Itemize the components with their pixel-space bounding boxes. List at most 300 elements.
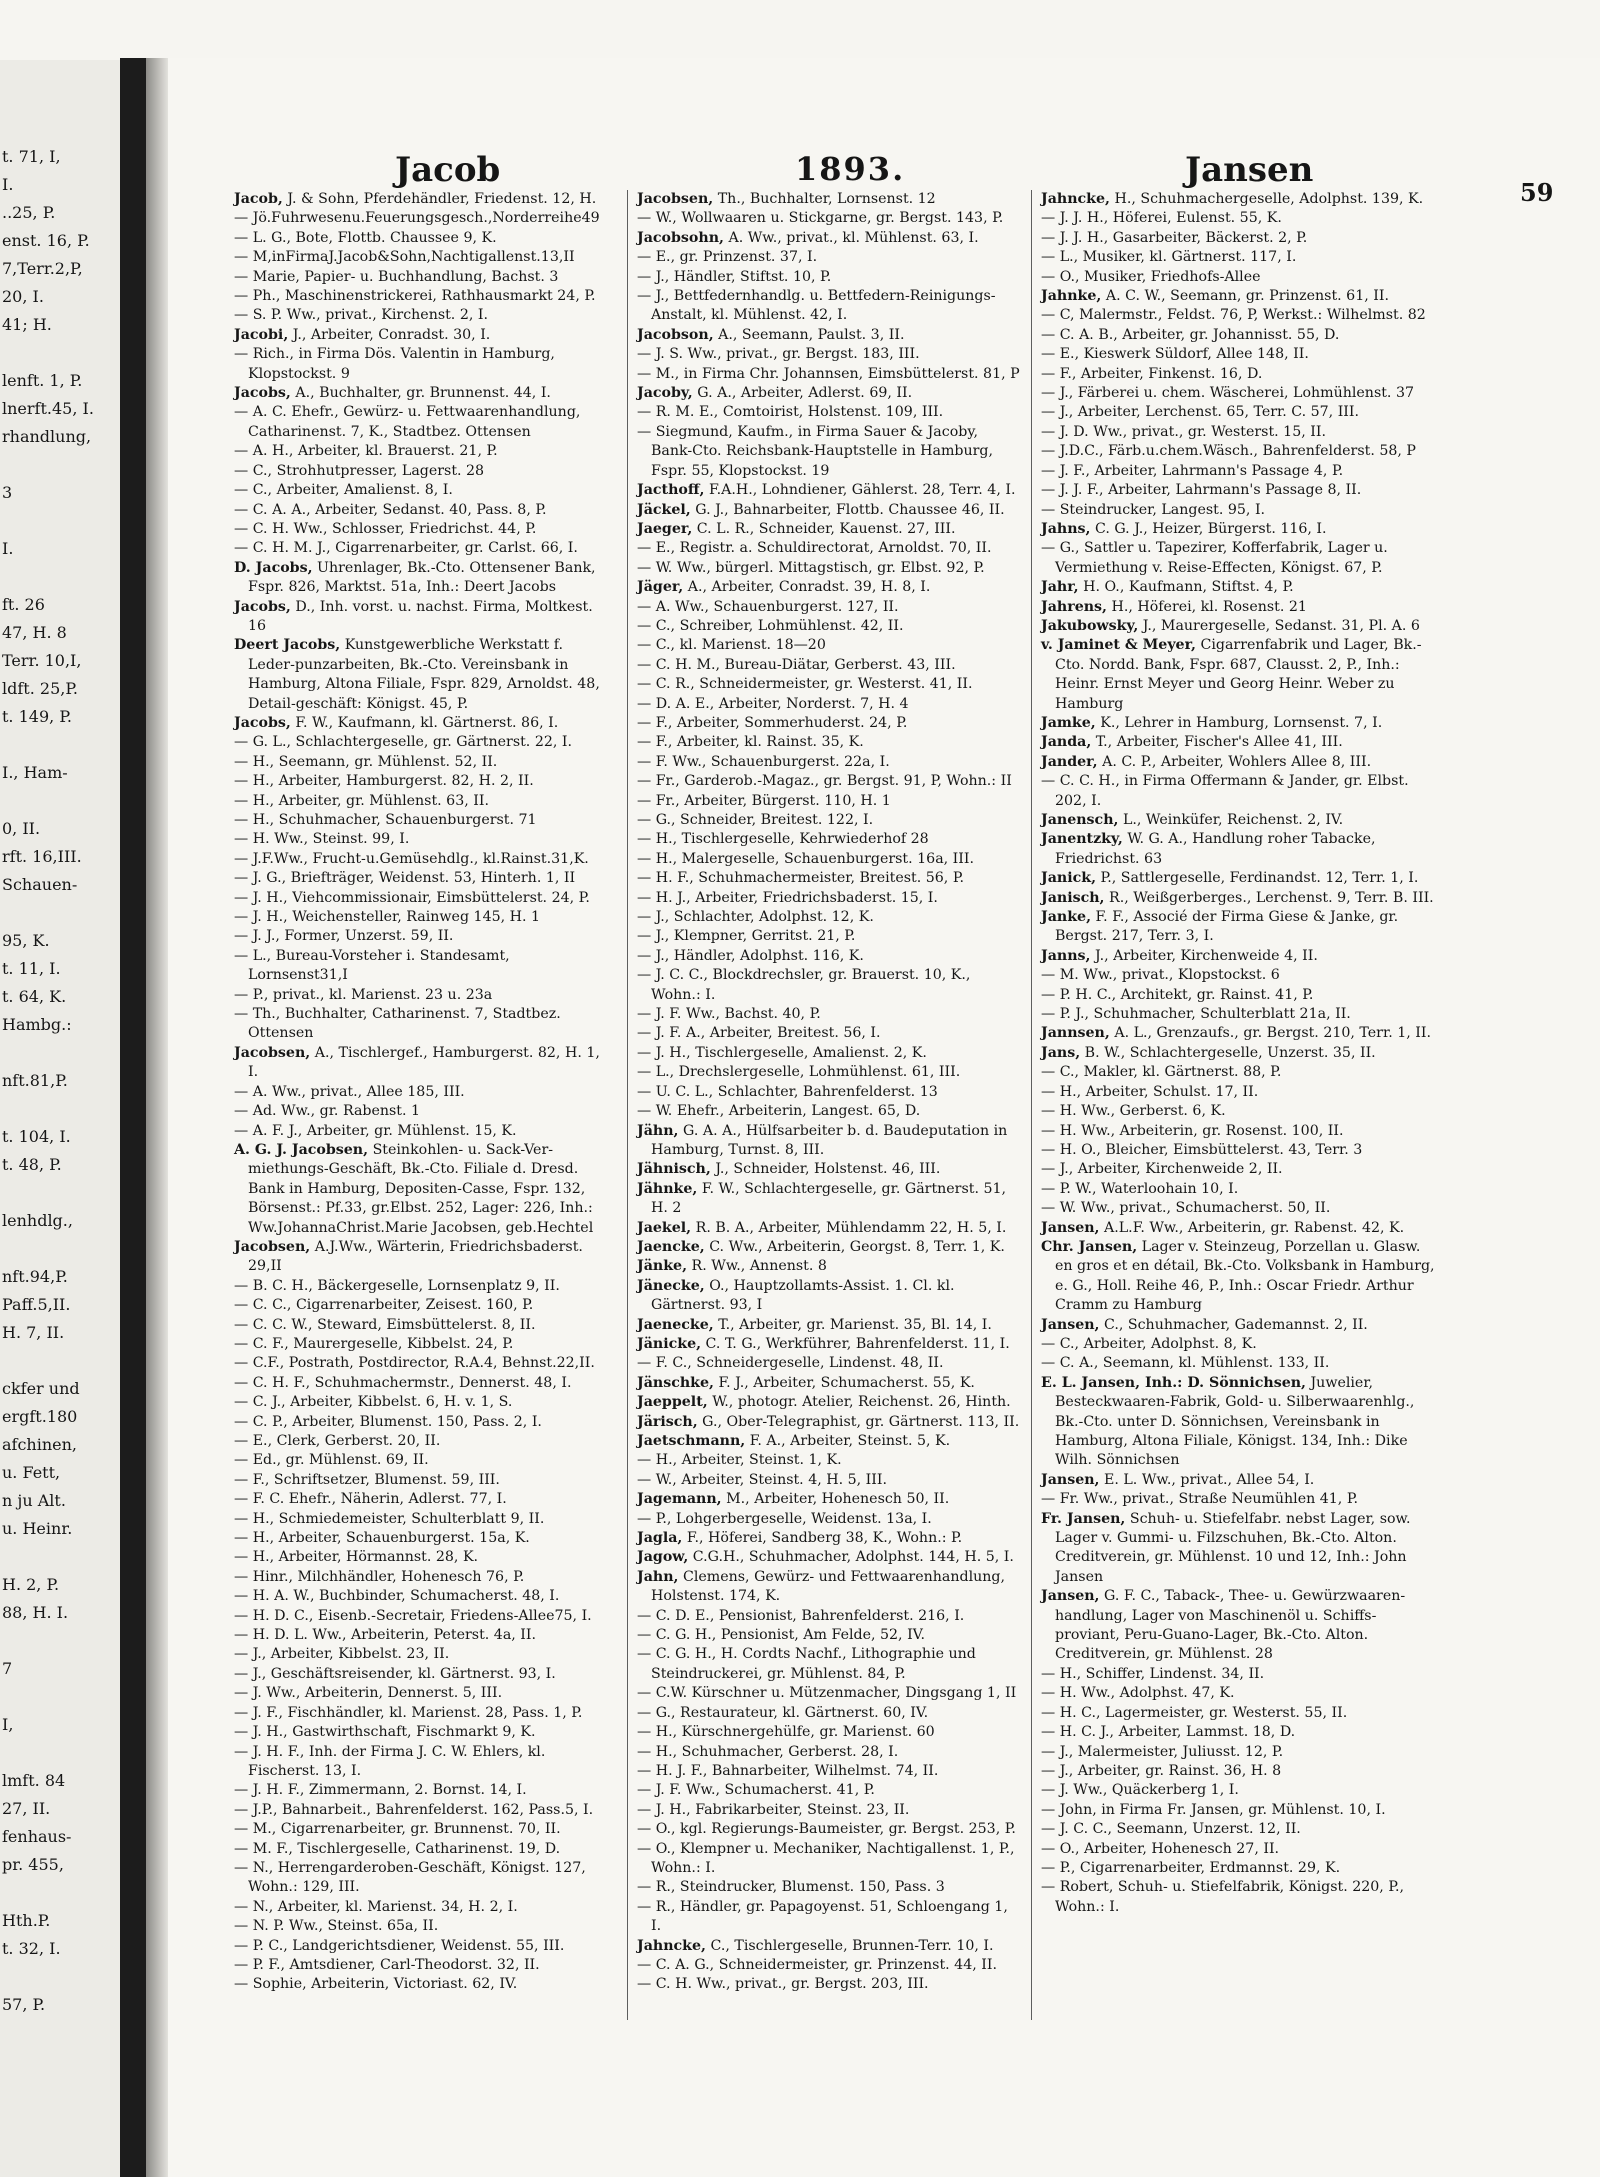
previous-page-line: lmft. 84 xyxy=(2,1771,66,1790)
entry-surname: Jacobi, xyxy=(234,326,289,343)
previous-page-line: I. xyxy=(2,539,14,558)
header-year: 1893. xyxy=(795,150,906,188)
directory-entry xyxy=(637,1160,1022,1179)
entry-details: — John, in Firma Fr. Jansen, gr. Mühlenst. 10, I. xyxy=(1041,1801,1386,1818)
entry-details: — C. A. A., Arbeiter, Sedanst. 40, Pass. 8, P. xyxy=(234,501,547,518)
page-number: 59 xyxy=(1520,178,1554,207)
entry-details: — O., Klempner u. Mechaniker, Nachtigallenst. 1, P., Wohn.: I. xyxy=(637,1840,1015,1876)
entry-details: — J. H. F., Zimmermann, 2. Bornst. 14, I. xyxy=(234,1782,527,1799)
entry-surname: Jamke, xyxy=(1041,714,1096,731)
directory-entry xyxy=(1041,1238,1441,1316)
entry-details: — C. A. B., Arbeiter, gr. Johannisst. 55, D. xyxy=(1041,326,1340,343)
previous-page-line: ft. 26 xyxy=(2,595,45,614)
entry-details: — C., Schreiber, Lohmühlenst. 42, II. xyxy=(637,617,904,634)
entry-surname: Jacobsohn, xyxy=(637,229,724,246)
entry-surname: Jacoby, xyxy=(637,385,693,402)
directory-entry xyxy=(637,209,1022,228)
entry-details: — A. H., Arbeiter, kl. Brauerst. 21, P. xyxy=(234,443,498,460)
directory-entry xyxy=(637,1374,1022,1393)
previous-page-line: nft.81,P. xyxy=(2,1071,68,1090)
entry-details: — J. C. C., Blockdrechsler, gr. Brauerst. 10, K., Wohn.: I. xyxy=(637,967,971,1003)
entry-details: — G., Sattler u. Tapezirer, Kofferfabrik, Lager u. Vermiethung v. Reise-Effecten, Königst. 67, P. xyxy=(1041,540,1388,576)
directory-entry xyxy=(234,1393,614,1412)
entry-details: — L. G., Bote, Flottb. Chaussee 9, K. xyxy=(234,229,497,246)
entry-surname: Jannsen, xyxy=(1041,1025,1110,1042)
entry-details: E. L. Ww., privat., Allee 54, I. xyxy=(1099,1471,1315,1488)
directory-entry xyxy=(1041,1587,1441,1665)
directory-entry xyxy=(234,345,614,384)
directory-entry xyxy=(637,1432,1022,1451)
directory-entry xyxy=(234,1510,614,1529)
directory-entry xyxy=(234,1840,614,1859)
entry-surname: Deert Jacobs, xyxy=(234,637,341,654)
entry-details: F., Höferei, Sandberg 38, K., Wohn.: P. xyxy=(682,1530,963,1547)
directory-entry xyxy=(637,947,1022,966)
previous-page-line: t. 149, P. xyxy=(2,707,72,726)
directory-entry xyxy=(234,1471,614,1490)
directory-entry xyxy=(234,1238,614,1277)
entry-details: — C. C. W., Steward, Eimsbüttelerst. 8, II. xyxy=(234,1316,536,1333)
previous-page-line: Hth.P. xyxy=(2,1911,51,1930)
entry-details: — A. Ww., Schauenburgerst. 127, II. xyxy=(637,598,899,615)
entry-details: — R., Händler, gr. Papagoyenst. 51, Schloengang 1, I. xyxy=(637,1898,1008,1935)
entry-surname: Janke, xyxy=(1041,909,1092,926)
directory-entry xyxy=(1041,442,1441,461)
directory-entry xyxy=(1041,578,1441,597)
entry-details: — L., Musiker, kl. Gärtnerst. 117, I. xyxy=(1041,249,1297,266)
entry-details: — D. A. E., Arbeiter, Norderst. 7, H. 4 xyxy=(637,695,909,712)
entry-details: — F., Schriftsetzer, Blumenst. 59, III. xyxy=(234,1471,500,1488)
book-spine xyxy=(120,58,146,2177)
entry-details: — H., Schuhmacher, Schauenburgerst. 71 xyxy=(234,812,537,828)
entry-details: — J., Geschäftsreisender, kl. Gärtnerst. 93, I. xyxy=(234,1665,556,1682)
directory-entry xyxy=(637,268,1022,287)
entry-details: J., Schneider, Holstenst. 46, III. xyxy=(710,1161,941,1178)
directory-entry xyxy=(1041,1723,1441,1742)
directory-entry xyxy=(1041,423,1441,442)
entry-details: — J. Ww., Quäckerberg 1, I. xyxy=(1041,1782,1239,1799)
directory-entry xyxy=(234,1432,614,1451)
entry-details: — H. D. C., Eisenb.-Secretair, Friedens-Allee75, I. xyxy=(234,1607,592,1624)
directory-entry xyxy=(637,1024,1022,1043)
directory-entry xyxy=(234,481,614,500)
directory-entry xyxy=(637,656,1022,675)
previous-page-line: ldft. 25,P. xyxy=(2,679,78,698)
entry-surname: Jänicke, xyxy=(637,1335,702,1352)
directory-entry xyxy=(234,927,614,946)
entry-details: — F. Ww., Schauenburgerst. 22a, I. xyxy=(637,753,890,770)
entry-details: — Fr. Ww., privat., Straße Neumühlen 41, P. xyxy=(1041,1491,1359,1508)
directory-entry xyxy=(234,1801,614,1820)
directory-entry xyxy=(1041,209,1441,228)
entry-details: — H., Schuhmacher, Gerberst. 28, I. xyxy=(637,1743,899,1760)
directory-entry xyxy=(1041,268,1441,287)
previous-page-line: 7 xyxy=(2,1659,13,1678)
entry-details: — P., Cigarrenarbeiter, Erdmannst. 29, K. xyxy=(1041,1859,1341,1876)
directory-entry xyxy=(1041,462,1441,481)
directory-entry xyxy=(1041,753,1441,772)
entry-details: — C. A., Seemann, kl. Mühlenst. 133, II. xyxy=(1041,1355,1330,1372)
directory-entry xyxy=(234,1413,614,1432)
entry-details: D., Inh. vorst. u. nachst. Firma, Moltkest. 16 xyxy=(248,598,593,634)
entry-details: — J. C. C., Seemann, Unzerst. 12, II. xyxy=(1041,1821,1301,1838)
directory-entry xyxy=(637,403,1022,422)
entry-surname: Jacobs, xyxy=(234,385,291,402)
entry-surname: Fr. Jansen, xyxy=(1041,1510,1126,1527)
directory-entry xyxy=(1041,1219,1441,1238)
directory-entry xyxy=(637,1878,1022,1897)
directory-entry xyxy=(234,947,614,986)
entry-details: C. G. J., Heizer, Bürgerst. 116, I. xyxy=(1090,520,1327,537)
entry-details: Kunstgewerbliche Werkstatt f. Leder-punzarbeiten, Bk.-Cto. Vereinsbank in Hamburg, Altona Filiale, Fspr. 829, Arnoldst. 48, Detail-geschäft: Königst. 45, P. xyxy=(248,637,600,712)
directory-entry xyxy=(1041,617,1441,636)
entry-details: G. J., Bahnarbeiter, Flottb. Chaussee 46, II. xyxy=(690,501,1005,518)
entry-details: — Fr., Garderob.-Magaz., gr. Bergst. 91, P, Wohn.: II xyxy=(637,773,1012,790)
entry-details: — Sophie, Arbeiterin, Victoriast. 62, IV. xyxy=(234,1976,518,1993)
directory-entry xyxy=(637,1393,1022,1412)
directory-entry xyxy=(234,520,614,539)
directory-entry xyxy=(234,753,614,772)
directory-entry xyxy=(1041,714,1441,733)
entry-details: — J. H. F., Inh. der Firma J. C. W. Ehlers, kl. Fischerst. 13, I. xyxy=(234,1743,546,1779)
directory-entry xyxy=(637,966,1022,1005)
entry-details: Cigarrenfabrik und Lager, Bk.-Cto. Nordd. Bank, Fspr. 687, Clausst. 2, P., Inh.: Heinr. Ernst Meyer und Georg Heinr. Weber zu Hamburg xyxy=(1055,637,1422,712)
directory-entry xyxy=(1041,1024,1441,1043)
previous-page-line: lenhdlg., xyxy=(2,1211,73,1230)
entry-details: — L., Drechslergeselle, Lohmühlenst. 61, III. xyxy=(637,1064,961,1081)
entry-details: — P. C., Landgerichtsdiener, Weidenst. 55, III. xyxy=(234,1937,565,1954)
entry-details: — C. H. M., Bureau-Diätar, Gerberst. 43, III. xyxy=(637,656,956,673)
directory-entry xyxy=(234,1956,614,1975)
directory-entry xyxy=(637,1471,1022,1490)
entry-details: — W. Ehefr., Arbeiterin, Langest. 65, D. xyxy=(637,1103,921,1120)
entry-details: — C. G. H., Pensionist, Am Felde, 52, IV. xyxy=(637,1627,925,1644)
entry-details: — C. H. M. J., Cigarrenarbeiter, gr. Carlst. 66, I. xyxy=(234,540,578,557)
directory-entry xyxy=(234,1374,614,1393)
directory-entry xyxy=(1041,1044,1441,1063)
entry-details: Uhrenlager, Bk.-Cto. Ottensener Bank, Fspr. 826, Marktst. 51a, Inh.: Deert Jacobs xyxy=(248,559,596,596)
entry-details: — C. R., Schneidermeister, gr. Westerst. 41, II. xyxy=(637,676,973,693)
entry-details: F. F., Associé der Firma Giese & Janke, gr. Bergst. 217, Terr. 3, I. xyxy=(1055,909,1399,945)
directory-entry xyxy=(1041,1743,1441,1762)
directory-entry xyxy=(637,1219,1022,1238)
entry-details: — A. C. Ehefr., Gewürz- u. Fettwaarenhandlung, Catharinenst. 7, K., Stadtbez. Ottensen xyxy=(234,404,581,440)
entry-surname: Janns, xyxy=(1041,947,1091,964)
entry-details: — O., Arbeiter, Hohenesch 27, II. xyxy=(1041,1840,1280,1857)
directory-entry xyxy=(234,1122,614,1141)
entry-surname: Janick, xyxy=(1041,870,1097,887)
directory-entry xyxy=(1041,1083,1441,1102)
entry-details: A., Arbeiter, Conradst. 39, H. 8, I. xyxy=(683,579,931,596)
entry-surname: Jaeppelt, xyxy=(637,1394,708,1411)
directory-entry xyxy=(234,1937,614,1956)
entry-surname: Janda, xyxy=(1041,734,1092,751)
entry-details: — J. H., Fabrikarbeiter, Steinst. 23, II. xyxy=(637,1801,910,1818)
directory-entry xyxy=(637,1645,1022,1684)
directory-entry xyxy=(637,1626,1022,1645)
previous-page-line: ergft.180 xyxy=(2,1407,78,1426)
entry-details: Lager v. Steinzeug, Porzellan u. Glasw. en gros et en détail, Bk.-Cto. Volksbank in Hamburg, e. G., Holl. Reihe 46, P., Inh.: Oscar Friedr. Arthur Cramm zu Hamburg xyxy=(1055,1238,1435,1314)
entry-details: — H. A. W., Buchbinder, Schumacherst. 48, I. xyxy=(234,1588,560,1605)
entry-details: F.A.H., Lohndiener, Gählerst. 28, Terr. 4, I. xyxy=(704,482,1016,499)
entry-details: — F. C., Schneidergeselle, Lindenst. 48, II. xyxy=(637,1355,944,1372)
directory-entry xyxy=(637,1335,1022,1354)
entry-details: C.G.H., Schuhmacher, Adolphst. 144, H. 5, I. xyxy=(688,1549,1014,1566)
entry-details: — J. Ww., Arbeiterin, Dennerst. 5, III. xyxy=(234,1685,503,1702)
entry-details: — C., Arbeiter, Adolphst. 8, K. xyxy=(1041,1335,1257,1352)
previous-page-line: pr. 455, xyxy=(2,1855,64,1874)
entry-details: — Th., Buchhalter, Catharinenst. 7, Stadtbez. Ottensen xyxy=(234,1006,561,1042)
entry-details: — H., Schmiedemeister, Schulterblatt 9, II. xyxy=(234,1510,545,1527)
entry-details: H., Schuhmachergeselle, Adolphst. 139, K. xyxy=(1109,191,1424,207)
page-gutter xyxy=(146,58,168,2177)
entry-surname: E. L. Jansen, Inh.: D. Sönnichsen, xyxy=(1041,1374,1306,1391)
entry-details: — F., Arbeiter, Sommerhuderst. 24, P. xyxy=(637,714,908,731)
directory-entry xyxy=(234,1277,614,1296)
directory-entry xyxy=(637,1180,1022,1219)
directory-entry xyxy=(637,1548,1022,1567)
entry-details: W. G. A., Handlung roher Tabacke, Friedrichst. 63 xyxy=(1055,831,1376,867)
directory-entry xyxy=(637,889,1022,908)
directory-entry xyxy=(234,598,614,637)
directory-entry xyxy=(637,1277,1022,1316)
previous-page-line: t. 11, I. xyxy=(2,959,61,978)
directory-entry xyxy=(637,1956,1022,1975)
directory-entry xyxy=(1041,1335,1441,1354)
entry-details: — H., Arbeiter, Hörmannst. 28, K. xyxy=(234,1549,479,1566)
directory-entry xyxy=(637,598,1022,617)
entry-details: J. & Sohn, Pferdehändler, Friedenst. 12, H. xyxy=(282,191,597,207)
directory-entry xyxy=(234,1704,614,1723)
entry-surname: Jaencke, xyxy=(637,1238,705,1255)
entry-details: — W. Ww., bürgerl. Mittagstisch, gr. Elbst. 92, P. xyxy=(637,559,985,576)
entry-surname: Jaekel, xyxy=(637,1219,692,1236)
entry-details: J., Maurergeselle, Sedanst. 31, Pl. A. 6 xyxy=(1138,617,1420,634)
directory-entry xyxy=(637,772,1022,791)
directory-entry xyxy=(1041,1005,1441,1024)
entry-details: — W. Ww., privat., Schumacherst. 50, II. xyxy=(1041,1200,1331,1217)
previous-page-line: t. 64, K. xyxy=(2,987,67,1006)
entry-surname: Jacobsen, xyxy=(637,191,714,207)
directory-entry xyxy=(637,617,1022,636)
directory-entry xyxy=(637,229,1022,248)
entry-details: — J. G., Briefträger, Weidenst. 53, Hinterh. 1, II xyxy=(234,870,576,887)
directory-entry xyxy=(637,695,1022,714)
entry-details: — J., Arbeiter, Kibbelst. 23, II. xyxy=(234,1646,450,1663)
directory-entry xyxy=(234,1490,614,1509)
directory-entry xyxy=(637,1083,1022,1102)
entry-surname: Janentzky, xyxy=(1041,831,1123,848)
directory-entry xyxy=(637,1937,1022,1956)
entry-surname: Jähn, xyxy=(637,1122,679,1139)
directory-entry xyxy=(637,481,1022,500)
entry-details: — O., Musiker, Friedhofs-Allee xyxy=(1041,268,1261,285)
entry-details: — C. J., Arbeiter, Kibbelst. 6, H. v. 1, S. xyxy=(234,1394,513,1411)
directory-entry xyxy=(637,1684,1022,1703)
directory-entry xyxy=(637,1704,1022,1723)
directory-column-2 xyxy=(637,190,1022,1995)
directory-entry xyxy=(234,1316,614,1335)
entry-details: — J., Arbeiter, Lerchenst. 65, Terr. C. 57, III. xyxy=(1041,404,1360,421)
entry-surname: Janensch, xyxy=(1041,812,1119,828)
entry-details: — H., Seemann, gr. Mühlenst. 52, II. xyxy=(234,753,498,770)
directory-entry xyxy=(234,1645,614,1664)
entry-surname: Chr. Jansen, xyxy=(1041,1238,1138,1255)
entry-surname: A. G. J. Jacobsen, xyxy=(234,1141,369,1158)
directory-entry xyxy=(637,365,1022,384)
entry-details: F. W., Schlachtergeselle, gr. Gärtnerst. 51, H. 2 xyxy=(651,1180,1007,1217)
directory-entry xyxy=(1041,869,1441,888)
directory-entry xyxy=(234,306,614,325)
entry-details: — M. Ww., privat., Klopstockst. 6 xyxy=(1041,967,1280,984)
directory-entry xyxy=(637,1820,1022,1839)
directory-entry xyxy=(1041,966,1441,985)
header-right-keyword: Jansen xyxy=(1185,150,1314,190)
previous-page-line: Schauen- xyxy=(2,875,78,894)
entry-surname: Jans, xyxy=(1041,1044,1081,1061)
directory-entry xyxy=(1041,908,1441,947)
directory-entry xyxy=(1041,1820,1441,1839)
previous-page-line: 88, H. I. xyxy=(2,1603,69,1622)
previous-page-line: Terr. 10,I, xyxy=(2,651,82,670)
directory-entry xyxy=(234,1296,614,1315)
directory-entry xyxy=(637,753,1022,772)
entry-details: C. L. R., Schneider, Kauenst. 27, III. xyxy=(692,520,956,537)
directory-entry xyxy=(1041,520,1441,539)
directory-entry xyxy=(234,403,614,442)
previous-page-line: Paff.5,II. xyxy=(2,1295,71,1314)
entry-details: A., Buchhalter, gr. Brunnenst. 44, I. xyxy=(290,385,551,402)
entry-details: — H., Malergeselle, Schauenburgerst. 16a, III. xyxy=(637,850,974,867)
directory-entry xyxy=(1041,947,1441,966)
entry-details: Juwelier, Besteckwaaren-Fabrik, Gold- u. Silberwaarenhlg., Bk.-Cto. unter D. Sönnichsen, Vereinsbank in Hamburg, Altona Filiale, Königst. 134, Inh.: Dike Wilh. Sönnichsen xyxy=(1055,1374,1415,1469)
entry-details: — H. Ww., Gerberst. 6, K. xyxy=(1041,1103,1226,1120)
directory-entry xyxy=(637,1257,1022,1276)
directory-entry xyxy=(1041,1471,1441,1490)
directory-entry xyxy=(637,345,1022,364)
directory-entry xyxy=(234,1820,614,1839)
entry-details: — J. J. H., Gasarbeiter, Bäckerst. 2, P. xyxy=(1041,229,1308,246)
entry-details: — J. J., Former, Unzerst. 59, II. xyxy=(234,928,454,945)
entry-surname: Jäckel, xyxy=(637,501,691,518)
entry-details: Clemens, Gewürz- und Fettwaarenhandlung, Holstenst. 174, K. xyxy=(651,1568,1005,1605)
entry-details: C. T. G., Werkführer, Bahrenfelderst. 11, I. xyxy=(701,1335,1010,1352)
directory-entry xyxy=(234,462,614,481)
directory-entry xyxy=(637,1607,1022,1626)
entry-details: — P., Lohgerbergeselle, Weidenst. 13a, I. xyxy=(637,1510,932,1527)
directory-entry xyxy=(234,811,614,830)
directory-entry xyxy=(234,209,614,228)
directory-entry xyxy=(234,442,614,461)
directory-entry xyxy=(234,908,614,927)
previous-page-line: 7,Terr.2,P, xyxy=(2,259,83,278)
entry-details: — M., Cigarrenarbeiter, gr. Brunnenst. 70, II. xyxy=(234,1821,561,1838)
directory-entry xyxy=(1041,1510,1441,1588)
directory-entry xyxy=(1041,1141,1441,1160)
entry-details: C. Ww., Arbeiterin, Georgst. 8, Terr. 1, K. xyxy=(704,1238,1005,1255)
directory-entry xyxy=(1041,1878,1441,1917)
entry-details: — R., Steindrucker, Blumenst. 150, Pass. 3 xyxy=(637,1879,945,1896)
directory-entry xyxy=(234,1044,614,1083)
entry-surname: Jahncke, xyxy=(1041,191,1110,207)
entry-details: — J. F., Arbeiter, Lahrmann's Passage 4, P. xyxy=(1041,462,1344,479)
entry-details: — G., Restaurateur, kl. Gärtnerst. 60, IV. xyxy=(637,1704,929,1721)
directory-entry xyxy=(637,850,1022,869)
directory-entry xyxy=(234,636,614,714)
previous-page-line: u. Fett, xyxy=(2,1463,61,1482)
entry-details: — N. P. Ww., Steinst. 65a, II. xyxy=(234,1918,439,1935)
entry-details: — H., Arbeiter, Schulst. 17, II. xyxy=(1041,1083,1259,1100)
directory-entry xyxy=(234,326,614,345)
previous-page-line: 0, II. xyxy=(2,819,41,838)
entry-surname: Jahrens, xyxy=(1041,598,1107,615)
entry-details: — B. C. H., Bäckergeselle, Lornsenplatz 9, II. xyxy=(234,1277,560,1294)
directory-entry xyxy=(1041,403,1441,422)
entry-details: — J., Schlachter, Adolphst. 12, K. xyxy=(637,909,874,926)
entry-surname: Jagow, xyxy=(637,1549,689,1566)
entry-surname: Jacobsen, xyxy=(234,1238,311,1255)
directory-entry xyxy=(1041,598,1441,617)
directory-entry xyxy=(637,559,1022,578)
entry-surname: Jacobsen, xyxy=(234,1044,311,1061)
entry-details: — C. F., Maurergeselle, Kibbelst. 24, P. xyxy=(234,1335,514,1352)
entry-details: — C. H. Ww., Schlosser, Friedrichst. 44, P. xyxy=(234,520,537,537)
directory-entry xyxy=(637,1490,1022,1509)
entry-surname: Jansen, xyxy=(1041,1471,1100,1488)
entry-details: — J., Arbeiter, gr. Rainst. 36, H. 8 xyxy=(1041,1762,1282,1779)
entry-details: — U. C. L., Schlachter, Bahrenfelderst. 13 xyxy=(637,1083,938,1100)
entry-details: — J.D.C., Färb.u.chem.Wäsch., Bahrenfelderst. 58, P xyxy=(1041,443,1416,460)
entry-details: F. J., Arbeiter, Schumacherst. 55, K. xyxy=(713,1374,975,1391)
entry-details: — C., Arbeiter, Amalienst. 8, I. xyxy=(234,482,453,499)
entry-details: — A. F. J., Arbeiter, gr. Mühlenst. 15, K. xyxy=(234,1122,517,1139)
directory-entry xyxy=(637,1975,1022,1994)
entry-surname: Jänke, xyxy=(637,1258,688,1275)
previous-page-line: ..25, P. xyxy=(2,203,56,222)
directory-entry xyxy=(234,1859,614,1898)
entry-details: — J., Händler, Adolphst. 116, K. xyxy=(637,947,864,964)
directory-entry xyxy=(637,1723,1022,1742)
entry-details: F. W., Kaufmann, kl. Gärtnerst. 86, I. xyxy=(290,714,559,731)
directory-entry xyxy=(1041,811,1441,830)
entry-details: — H. J., Arbeiter, Friedrichsbaderst. 15, I. xyxy=(637,889,938,906)
previous-page-line: I. xyxy=(2,175,14,194)
directory-entry xyxy=(234,792,614,811)
entry-surname: Jacthoff, xyxy=(637,482,705,499)
directory-entry xyxy=(1041,1859,1441,1878)
directory-entry xyxy=(1041,1354,1441,1373)
entry-details: G. A., Arbeiter, Adlerst. 69, II. xyxy=(692,385,913,402)
entry-details: — J. J. H., Höferei, Eulenst. 55, K. xyxy=(1041,210,1282,227)
directory-entry xyxy=(637,326,1022,345)
entry-details: — C., kl. Marienst. 18—20 xyxy=(637,637,826,654)
directory-entry xyxy=(1041,1122,1441,1141)
directory-entry xyxy=(637,1898,1022,1937)
directory-entry xyxy=(1041,1102,1441,1121)
directory-entry xyxy=(234,1102,614,1121)
entry-details: — C. C., Cigarrenarbeiter, Zeisest. 160, P. xyxy=(234,1297,534,1314)
directory-entry xyxy=(637,1044,1022,1063)
directory-entry xyxy=(234,1743,614,1782)
directory-entry xyxy=(637,1063,1022,1082)
entry-details: R., Weißgerberges., Lerchenst. 9, Terr. B. III. xyxy=(1104,889,1434,906)
previous-page-line: ckfer und xyxy=(2,1379,80,1398)
entry-details: — F., Arbeiter, Finkenst. 16, D. xyxy=(1041,365,1263,382)
entry-surname: Jahn, xyxy=(637,1568,679,1585)
directory-entry xyxy=(234,1781,614,1800)
directory-entry xyxy=(234,1684,614,1703)
directory-entry xyxy=(234,1335,614,1354)
